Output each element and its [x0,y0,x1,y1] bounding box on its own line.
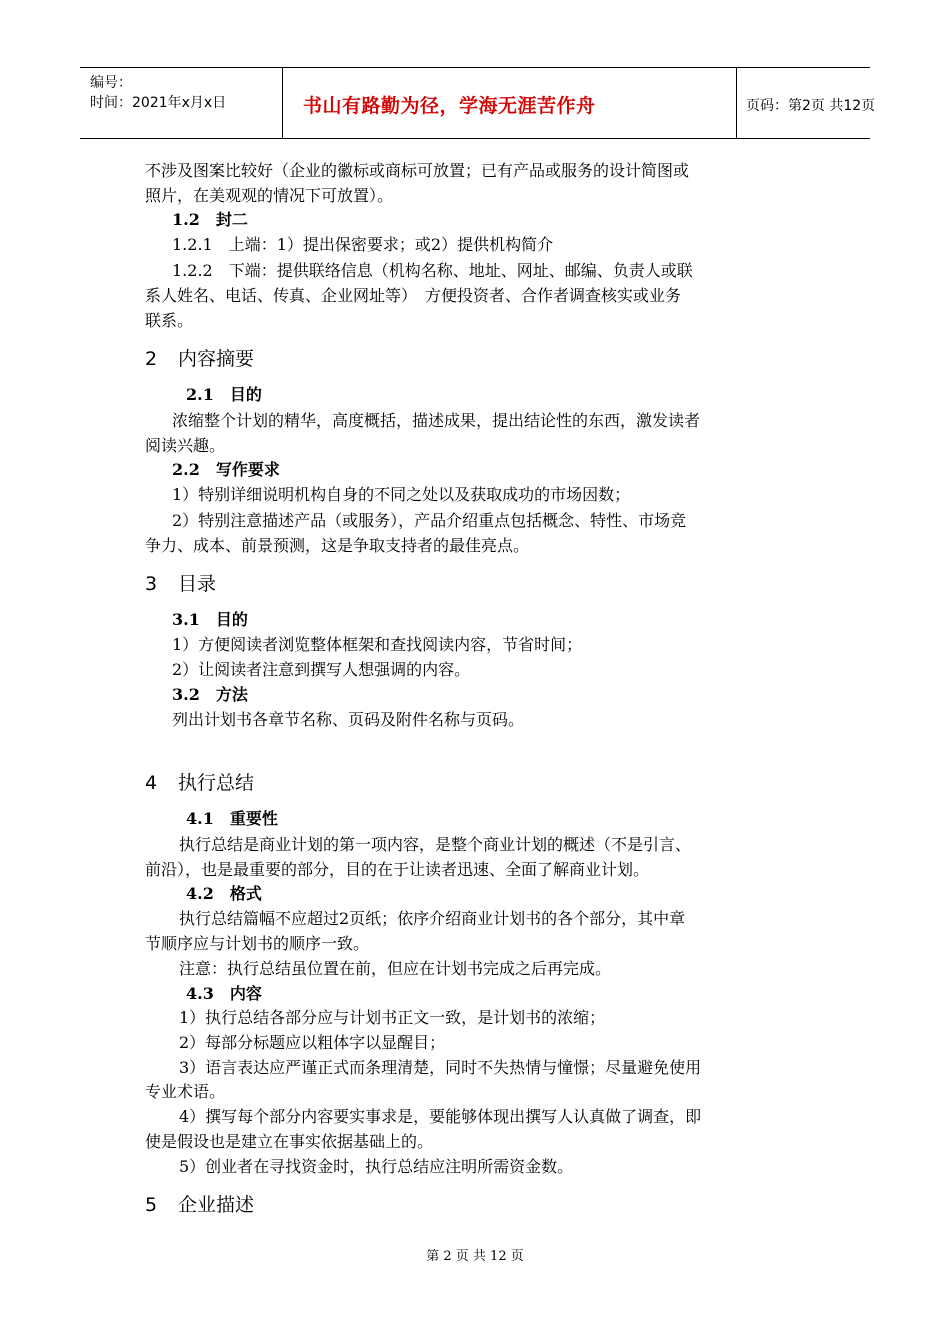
paragraph-line: 1）特别详细说明机构自身的不同之处以及获取成功的市场因数； [172,485,631,504]
doc-date: 时间：2021年x月x日 [90,95,227,111]
paragraph-line: 联系。 [145,311,194,330]
header-page-cell [736,68,876,138]
paragraph-line: 1.2.2 下端：提供联络信息（机构名称、地址、网址、邮编、负责人或联 [172,261,693,280]
header-page-info: 页码：第2页 共12页 [746,98,876,114]
subsection-heading: 4.2 格式 [186,884,262,903]
header-meta [80,68,282,138]
header-motto-cell [282,68,737,138]
page-header [80,67,876,139]
paragraph-line: 1.2.1 上端：1）提出保密要求；或2）提供机构简介 [172,235,554,254]
subsection-heading: 4.1 重要性 [186,809,278,828]
section-number: 3 [145,573,158,595]
paragraph-line: 2）特别注意描述产品（或服务），产品介绍重点包括概念、特性、市场竞 [172,511,687,530]
section-heading [145,346,254,372]
paragraph-line: 前沿），也是最重要的部分，目的在于让读者迅速、全面了解商业计划。 [145,860,650,879]
subsection-heading: 3.2 方法 [172,685,248,704]
paragraph-line: 4）撰写每个部分内容要实事求是，要能够体现出撰写人认真做了调查，即 [179,1107,702,1126]
paragraph-line: 阅读兴趣。 [145,436,226,455]
paragraph-line: 争力、成本、前景预测，这是争取支持者的最佳亮点。 [145,536,530,555]
paragraph-line: 执行总结篇幅不应超过2页纸；依序介绍商业计划书的各个部分，其中章 [179,909,686,928]
paragraph-line: 2）每部分标题应以粗体字以显醒目； [179,1033,446,1052]
section-number: 2 [145,348,158,370]
paragraph-line: 1）执行总结各部分应与计划书正文一致，是计划书的浓缩； [179,1008,606,1027]
paragraph-line: 照片，在美观观的情况下可放置）。 [145,186,394,205]
paragraph-line: 使是假设也是建立在事实依据基础上的。 [145,1132,434,1151]
subsection-heading: 2.2 写作要求 [172,460,280,479]
section-number: 4 [145,772,158,794]
paragraph-line: 1）方便阅读者浏览整体框架和查找阅读内容，节省时间； [172,635,583,654]
section-number: 5 [145,1194,158,1216]
paragraph-line: 列出计划书各章节名称、页码及附件名称与页码。 [172,710,525,729]
paragraph-line: 注意：执行总结虽位置在前，但应在计划书完成之后再完成。 [179,959,612,978]
section-heading [145,1192,254,1218]
paragraph-line: 浓缩整个计划的精华，高度概括，描述成果，提出结论性的东西，激发读者 [172,411,701,430]
paragraph-line: 系人姓名、电话、传真、企业网址等） 方便投资者、合作者调查核实或业务 [145,286,682,305]
page-footer: 第 2 页 共 12 页 [426,1249,524,1264]
paragraph-line: 执行总结是商业计划的第一项内容，是整个商业计划的概述（不是引言、 [179,835,692,854]
section-title: 执行总结 [178,772,255,794]
section-title: 目录 [178,573,217,595]
section-heading [145,571,216,597]
subsection-heading: 4.3 内容 [186,984,262,1003]
paragraph-line: 不涉及图案比较好（企业的徽标或商标可放置；已有产品或服务的设计简图或 [145,161,690,180]
section-title: 企业描述 [178,1194,255,1216]
paragraph-line: 节顺序应与计划书的顺序一致。 [145,934,370,953]
subsection-heading: 2.1 目的 [186,385,262,404]
section-title: 内容摘要 [178,348,255,370]
paragraph-line: 3）语言表达应严谨正式而条理清楚，同时不失热情与憧憬；尽量避免使用 [179,1058,702,1077]
paragraph-line: 专业术语。 [145,1082,226,1101]
paragraph-line: 5）创业者在寻找资金时，执行总结应注明所需资金数。 [179,1157,574,1176]
doc-number: 编号： [90,75,132,91]
paragraph-line: 2）让阅读者注意到撰写人想强调的内容。 [172,660,471,679]
subsection-heading: 1.2 封二 [172,210,248,229]
header-motto: 书山有路勤为径，学海无涯苦作舟 [303,95,596,117]
subsection-heading: 3.1 目的 [172,610,248,629]
section-heading [145,770,254,796]
